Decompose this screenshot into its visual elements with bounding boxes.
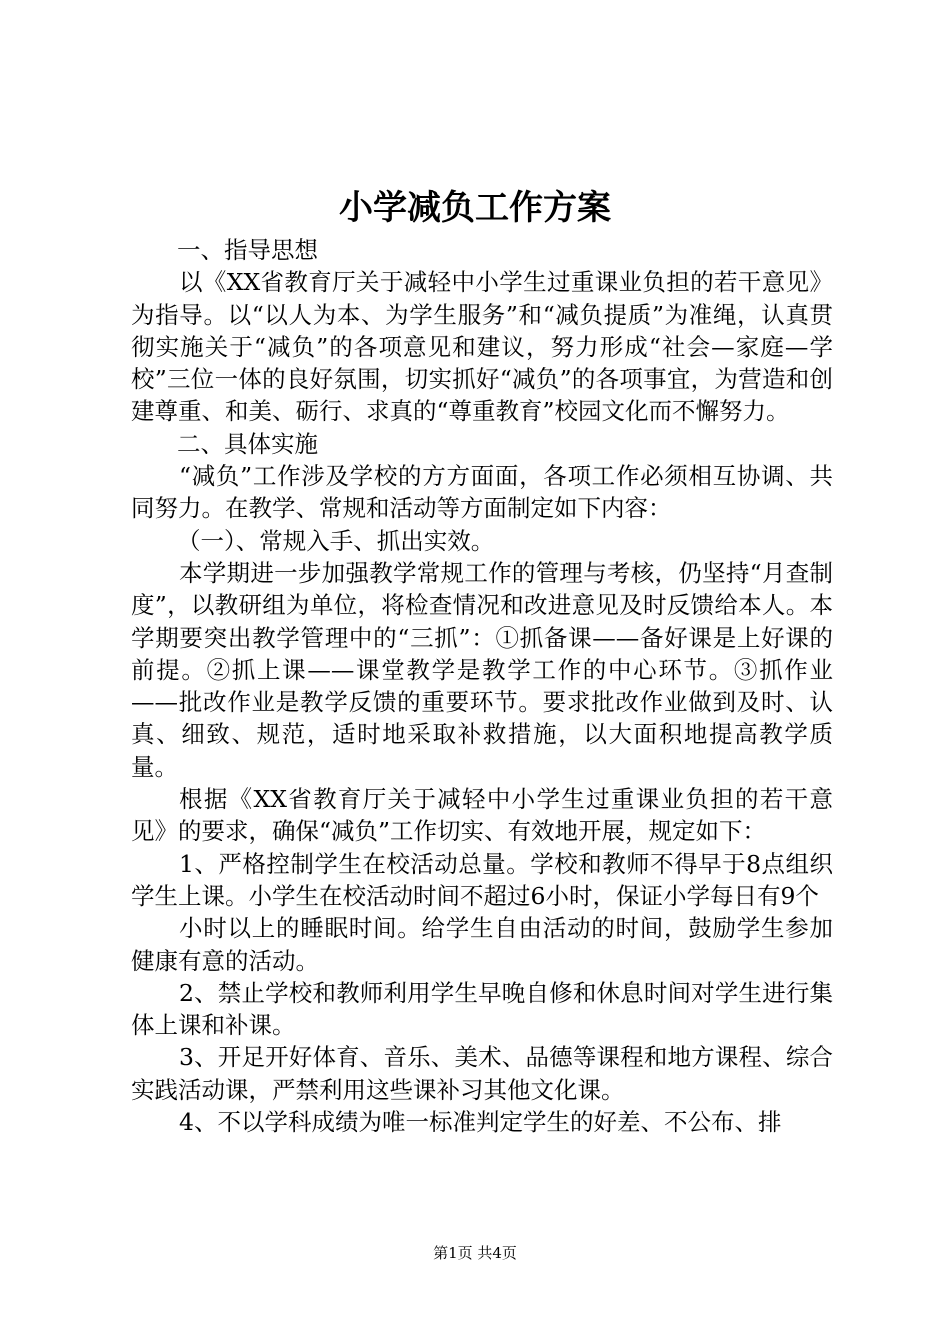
page-footer: 第1页 共4页 bbox=[433, 1244, 517, 1262]
paragraph: 根据《XX省教育厅关于减轻中小学生过重课业负担的若干意见》的要求，确保“减负”工作切实、有效地开展，规定如下： bbox=[131, 785, 833, 846]
paragraph: 本学期进一步加强教学常规工作的管理与考核，仍坚持“月查制度”，以教研组为单位，将检查情况和改进意见及时反馈给本人。本学期要突出教学管理中的“三抓”：①抓备课——备好课是上好课的前提。②抓上课——课堂教学是教学工作的中心环节。③抓作业——批改作业是教学反馈的重要环节。要求批改作业做到及时、认真、细致、规范，适时地采取补救措施，以大面积地提高教学质量。 bbox=[131, 558, 833, 781]
list-item: 4、不以学科成绩为唯一标准判定学生的好差、不公布、排 bbox=[179, 1108, 782, 1137]
paragraph: “减负”工作涉及学校的方方面面，各项工作必须相互协调、共同努力。在教学、常规和活动等方面制定如下内容： bbox=[131, 462, 833, 523]
list-item: 1、严格控制学生在校活动总量。学校和教师不得早于8点组织学生上课。小学生在校活动时间不超过6小时，保证小学每日有9个 bbox=[131, 849, 833, 910]
document-body bbox=[131, 234, 833, 1138]
document-title: 小学减负工作方案 bbox=[339, 188, 611, 228]
list-item: 3、开足开好体育、音乐、美术、品德等课程和地方课程、综合实践活动课，严禁利用这些课补习其他文化课。 bbox=[131, 1043, 833, 1104]
section-heading-guiding-ideology: 一、指导思想 bbox=[177, 236, 318, 264]
subsection-heading: （一）、常规入手、抓出实效。 bbox=[177, 526, 495, 555]
paragraph: 小时以上的睡眠时间。给学生自由活动的时间，鼓励学生参加健康有意的活动。 bbox=[131, 914, 833, 975]
section-heading-implementation: 二、具体实施 bbox=[177, 429, 318, 458]
paragraph: 以《XX省教育厅关于减轻中小学生过重课业负担的若干意见》为指导。以“以人为本、为学生服务”和“减负提质”为准绳，认真贯彻实施关于“减负”的各项意见和建议，努力形成“社会—家庭—学校”三位一体的良好氛围，切实抓好“减负”的各项事宜，为营造和创建尊重、和美、砺行、求真的“尊重教育”校园文化而不懈努力。 bbox=[131, 268, 833, 426]
list-item: 2、禁止学校和教师利用学生早晚自修和休息时间对学生进行集体上课和补课。 bbox=[131, 978, 833, 1040]
